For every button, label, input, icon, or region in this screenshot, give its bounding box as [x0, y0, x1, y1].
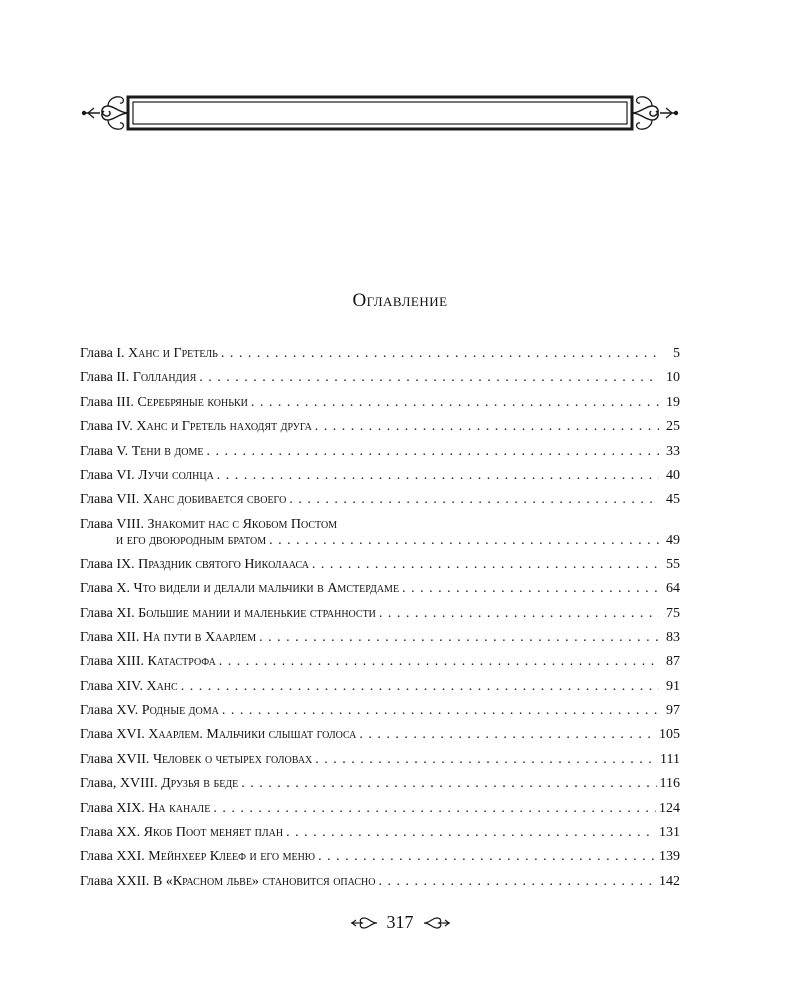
toc-label: [80, 727, 356, 743]
dot-leader: [312, 557, 659, 573]
toc-line: [80, 557, 680, 577]
dot-leader: [402, 581, 659, 597]
header-ornament-frame: [80, 88, 680, 138]
chapter-number: Глава XI.: [80, 605, 135, 621]
dot-leader: [199, 370, 659, 386]
toc-label: [80, 874, 376, 890]
dot-leader: [251, 395, 659, 411]
dot-leader: [379, 606, 659, 622]
chapter-number: Глава XII.: [80, 629, 140, 645]
toc-entry: [80, 628, 680, 652]
chapter-title: Друзья в беде: [161, 776, 239, 792]
page-ref: 19: [666, 394, 680, 410]
chapter-title: Голландия: [132, 370, 197, 386]
chapter-title: Серебряные коньки: [137, 394, 248, 410]
toc-label: [80, 370, 196, 386]
folio-ornament-left-icon: [349, 915, 379, 931]
page-ref: 124: [659, 800, 680, 816]
toc-label: [80, 581, 399, 597]
chapter-number: Глава XIV.: [80, 678, 143, 694]
page-ref: 25: [666, 419, 680, 435]
page-ref: 49: [666, 532, 680, 548]
chapter-title: В «Красном льве» становится опасно: [152, 873, 376, 889]
toc-line: [80, 395, 680, 415]
toc-entry: [80, 652, 680, 676]
dot-leader: [181, 679, 659, 695]
dot-leader: [379, 874, 657, 890]
toc-entry: [80, 490, 680, 514]
toc-line: [80, 752, 680, 772]
chapter-title: Хаарлем. Мальчики слышат голоса: [148, 727, 357, 743]
page-ref: 33: [666, 443, 680, 459]
toc-label: [80, 492, 286, 508]
dot-leader: [259, 630, 659, 646]
chapter-title: Знакомит нас с Якобом Постом: [147, 516, 338, 532]
page-title: Оглавление: [352, 290, 448, 311]
toc-entry: [80, 417, 680, 441]
toc-label: [80, 849, 315, 865]
toc-line: [80, 468, 680, 488]
toc-label: [80, 395, 248, 411]
toc-line: [80, 370, 680, 390]
dot-leader: [286, 825, 656, 841]
dot-leader: [289, 492, 659, 508]
chapter-number: Глава X.: [80, 581, 130, 597]
chapter-title: Большие мании и маленькие странности: [138, 605, 376, 621]
toc-line: [80, 801, 680, 821]
toc-entry: [80, 555, 680, 579]
dot-leader: [315, 419, 659, 435]
page-ref: 83: [666, 629, 680, 645]
chapter-title: На пути в Хаарлем: [142, 629, 257, 645]
chapter-title: Праздник святого Николааса: [138, 556, 309, 572]
toc-label: [80, 444, 204, 460]
page-ref: 5: [673, 346, 680, 361]
page-folio: [0, 912, 800, 933]
toc-label: [80, 752, 312, 768]
table-of-contents: [80, 344, 680, 896]
page-ref: 10: [666, 370, 680, 386]
chapter-number: Глава VI.: [80, 467, 135, 483]
chapter-title: Ханс: [146, 678, 178, 694]
toc-entry: [80, 515, 680, 555]
toc-entry: [80, 774, 680, 798]
toc-label: [80, 419, 312, 435]
toc-entry: [80, 701, 680, 725]
chapter-title: Ханс и Гретель находят друга: [136, 419, 312, 435]
toc-line: [80, 874, 680, 894]
toc-label: [80, 606, 376, 622]
chapter-number: Глава VIII.: [80, 516, 144, 532]
page-ref: 64: [666, 581, 680, 597]
chapter-number: Глава XVII.: [80, 751, 150, 767]
toc-label: [80, 557, 309, 573]
chapter-number: Глава XV.: [80, 703, 139, 719]
chapter-number: Глава VII.: [80, 492, 140, 508]
chapter-title: Родные дома: [141, 703, 219, 719]
dot-leader: [207, 444, 659, 460]
page-ref: 139: [659, 849, 680, 865]
toc-entry: [80, 466, 680, 490]
chapter-number: Глава III.: [80, 394, 134, 410]
toc-entry: [80, 344, 680, 368]
chapter-number: Глава I.: [80, 346, 125, 361]
toc-entry: [80, 677, 680, 701]
toc-line: [80, 703, 680, 723]
toc-line: [80, 630, 680, 650]
toc-entry: [80, 579, 680, 603]
toc-label: [80, 468, 214, 484]
chapter-title: Человек о четырех головах: [152, 751, 313, 767]
chapter-number: Глава IV.: [80, 419, 133, 435]
toc-line: [80, 849, 680, 869]
toc-entry: [80, 823, 680, 847]
dot-leader: [359, 727, 656, 743]
chapter-title: Ханс и Гретель: [128, 346, 218, 361]
page-ref: 75: [666, 605, 680, 621]
toc-line: [80, 679, 680, 699]
toc-label: [80, 825, 283, 841]
folio-ornament-right-icon: [422, 915, 452, 931]
chapter-number: Глава XIII.: [80, 654, 144, 670]
page-ref: 55: [666, 556, 680, 572]
chapter-number: Глава II.: [80, 370, 130, 386]
toc-line: [80, 346, 680, 366]
toc-entry: [80, 799, 680, 823]
chapter-title: Ханс добивается своего: [142, 492, 287, 508]
dot-leader: [269, 533, 659, 549]
page-ref: 105: [659, 727, 680, 743]
page-ref: 45: [666, 492, 680, 508]
chapter-number: Глава, XVIII.: [80, 776, 158, 792]
chapter-number: Глава XX.: [80, 825, 141, 841]
toc-label: [80, 654, 216, 670]
chapter-number: Глава XXII.: [80, 873, 150, 889]
page-ref: 91: [666, 678, 680, 694]
toc-line-continuation: [80, 533, 680, 553]
page-ref: 111: [660, 751, 680, 767]
toc-label: [80, 517, 337, 533]
chapter-number: Глава V.: [80, 443, 129, 459]
toc-label: [80, 346, 218, 362]
chapter-number: Глава XXI.: [80, 849, 145, 865]
chapter-title-continuation: и его двоюродным братом: [116, 532, 267, 548]
dot-leader: [219, 654, 659, 670]
toc-entry: [80, 368, 680, 392]
dot-leader: [241, 776, 656, 792]
chapter-number: Глава IX.: [80, 556, 135, 572]
chapter-title: На канале: [148, 800, 211, 816]
toc-line: [80, 776, 680, 796]
toc-label: [80, 776, 238, 792]
dot-leader: [213, 801, 656, 817]
dot-leader: [217, 468, 659, 484]
page-ref: 142: [659, 873, 680, 889]
page-ref: 116: [659, 776, 680, 792]
toc-label: [80, 679, 178, 695]
toc-line: [80, 444, 680, 464]
chapter-title: Что видели и делали мальчики в Амстердаме: [133, 581, 400, 597]
chapter-title: Мейнхеер Клееф и его меню: [148, 849, 316, 865]
toc-line: [80, 606, 680, 626]
toc-line: [80, 825, 680, 845]
page-ref: 40: [666, 467, 680, 483]
chapter-number: Глава XVI.: [80, 727, 145, 743]
toc-line: [80, 654, 680, 674]
toc-entry: [80, 393, 680, 417]
toc-entry: [80, 442, 680, 466]
chapter-number: Глава XIX.: [80, 800, 145, 816]
dot-leader: [315, 752, 657, 768]
toc-label: [80, 630, 256, 646]
toc-entry: [80, 604, 680, 628]
dot-leader: [222, 703, 659, 719]
page-ref: 87: [666, 654, 680, 670]
toc-entry: [80, 847, 680, 871]
dot-leader: [221, 346, 659, 362]
toc-line: [80, 581, 680, 601]
chapter-title: Лучи солнца: [138, 467, 214, 483]
toc-entry: [80, 750, 680, 774]
chapter-title: Катастрофа: [147, 654, 216, 670]
page-ref: 97: [666, 703, 680, 719]
page-ref: 131: [659, 825, 680, 841]
toc-line: [80, 492, 680, 512]
toc-line: [80, 727, 680, 747]
toc-label: [80, 801, 210, 817]
chapter-title: Якоб Поот меняет план: [143, 825, 284, 841]
chapter-title: Тени в доме: [131, 443, 204, 459]
toc-label: [80, 703, 219, 719]
dot-leader: [318, 849, 656, 865]
toc-entry: [80, 872, 680, 896]
toc-entry: [80, 725, 680, 749]
page-number: 317: [386, 912, 414, 932]
toc-line: [80, 419, 680, 439]
